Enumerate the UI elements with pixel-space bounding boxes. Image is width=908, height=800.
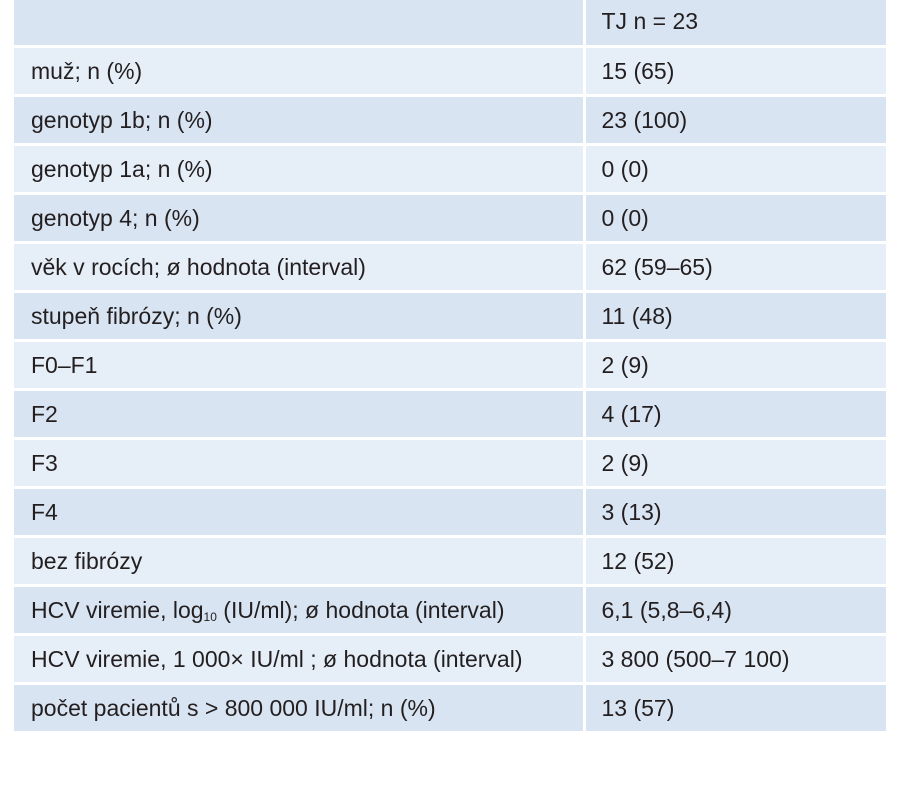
table-row: [14, 96, 886, 145]
patient-characteristics-table: [14, 0, 886, 734]
row-label-subscript: 10: [203, 610, 217, 624]
row-value: 0 (0): [584, 145, 886, 194]
table-row: [14, 684, 886, 733]
header-cell-group: TJ n = 23: [584, 0, 886, 47]
row-value: 13 (57): [584, 684, 886, 733]
header-cell-label: [14, 0, 584, 47]
table-row: [14, 635, 886, 684]
table-row: [14, 586, 886, 635]
row-label: F4: [14, 488, 584, 537]
row-label: F0–F1: [14, 341, 584, 390]
table-row: [14, 243, 886, 292]
row-label: genotyp 1b; n (%): [14, 96, 584, 145]
row-value: 15 (65): [584, 47, 886, 96]
row-value: 62 (59–65): [584, 243, 886, 292]
table-row: [14, 145, 886, 194]
row-value: 11 (48): [584, 292, 886, 341]
row-value: 2 (9): [584, 341, 886, 390]
row-label: genotyp 1a; n (%): [14, 145, 584, 194]
row-value: 23 (100): [584, 96, 886, 145]
row-value: 4 (17): [584, 390, 886, 439]
row-label-part: (IU/ml); ø hodnota (interval): [216, 597, 505, 623]
table-row: [14, 341, 886, 390]
row-label: stupeň fibrózy; n (%): [14, 292, 584, 341]
row-value: 3 800 (500–7 100): [584, 635, 886, 684]
row-label: F2: [14, 390, 584, 439]
table-row: [14, 439, 886, 488]
row-label: věk v rocích; ø hodnota (interval): [14, 243, 584, 292]
row-label: muž; n (%): [14, 47, 584, 96]
row-label: bez fibrózy: [14, 537, 584, 586]
table-row: [14, 390, 886, 439]
row-value: 3 (13): [584, 488, 886, 537]
table-row: [14, 292, 886, 341]
row-label: [14, 586, 584, 635]
row-value: 12 (52): [584, 537, 886, 586]
table-row: [14, 47, 886, 96]
row-label: počet pacientů s > 800 000 IU/ml; n (%): [14, 684, 584, 733]
table-header-row: [14, 0, 886, 47]
table-row: [14, 537, 886, 586]
row-value: 2 (9): [584, 439, 886, 488]
row-label: HCV viremie, 1 000× IU/ml ; ø hodnota (interval): [14, 635, 584, 684]
row-value: 6,1 (5,8–6,4): [584, 586, 886, 635]
row-label: F3: [14, 439, 584, 488]
table-row: [14, 194, 886, 243]
row-value: 0 (0): [584, 194, 886, 243]
row-label-part: HCV viremie, log: [31, 597, 204, 623]
table-row: [14, 488, 886, 537]
row-label: genotyp 4; n (%): [14, 194, 584, 243]
patient-characteristics-table-container: [14, 0, 886, 734]
